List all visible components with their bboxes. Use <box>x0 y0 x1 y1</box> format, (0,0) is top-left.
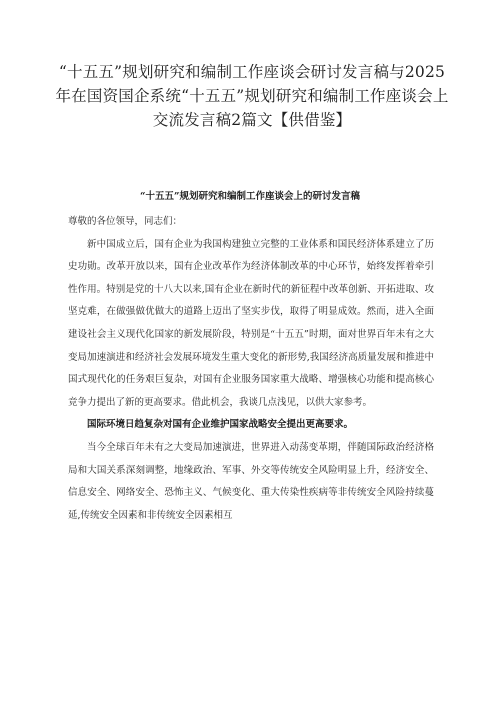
document-body <box>68 211 434 527</box>
body-paragraph: 当今全球百年未有之大变局加速演进，世界进入动荡变革期，伴随国际政治经济格局和大国关系深刻调整，地缘政治、军事、外交等传统安全风险明显上升，经济安全、信息安全、网络安全、恐怖主义、气候变化、重大传染性疾病等非传统安全风险持续蔓延,传统安全因素和非传统安全因素相互 <box>68 441 434 521</box>
salutation: 尊敬的各位领导，同志们： <box>68 216 183 227</box>
section-title: “十五五”规划研究和编制工作座谈会上的研讨发言稿 <box>140 191 360 202</box>
body-paragraph: 新中国成立后，国有企业为我国构建独立完整的工业体系和国民经济体系建立了历史功勋。改革开放以来，国有企业改革作为经济体制改革的中心环节，始终发挥着牵引性作用。特别是党的十八大以来,国有企业在新时代的新征程中改革创新、开拓进取、攻坚克难，在做强做优做大的道路上迈出了坚实步伐，取得了明显成效。然而，进入全面建设社会主义现代化国家的新发展阶段，特别是“十五五”时期，面对世界百年未有之大变局加速演进和经济社会发展环境发生重大变化的新形势,我国经济高质量发展和推进中国式现代化的任务艰巨复杂，对国有企业服务国家重大战略、增强核心功能和提高核心竞争力提出了新的更高要求。借此机会，我谈几点浅见，以供大家参考。 <box>68 238 434 408</box>
document-title: “十五五”规划研究和编制工作座谈会研讨发言稿与2025年在国资国企系统“十五五”规划研究和编制工作座谈会上交流发言稿2篇文【供借鉴】 <box>55 63 449 129</box>
section-heading: 国际环境日趋复杂对国有企业维护国家战略安全提出更高要求。 <box>87 419 354 431</box>
